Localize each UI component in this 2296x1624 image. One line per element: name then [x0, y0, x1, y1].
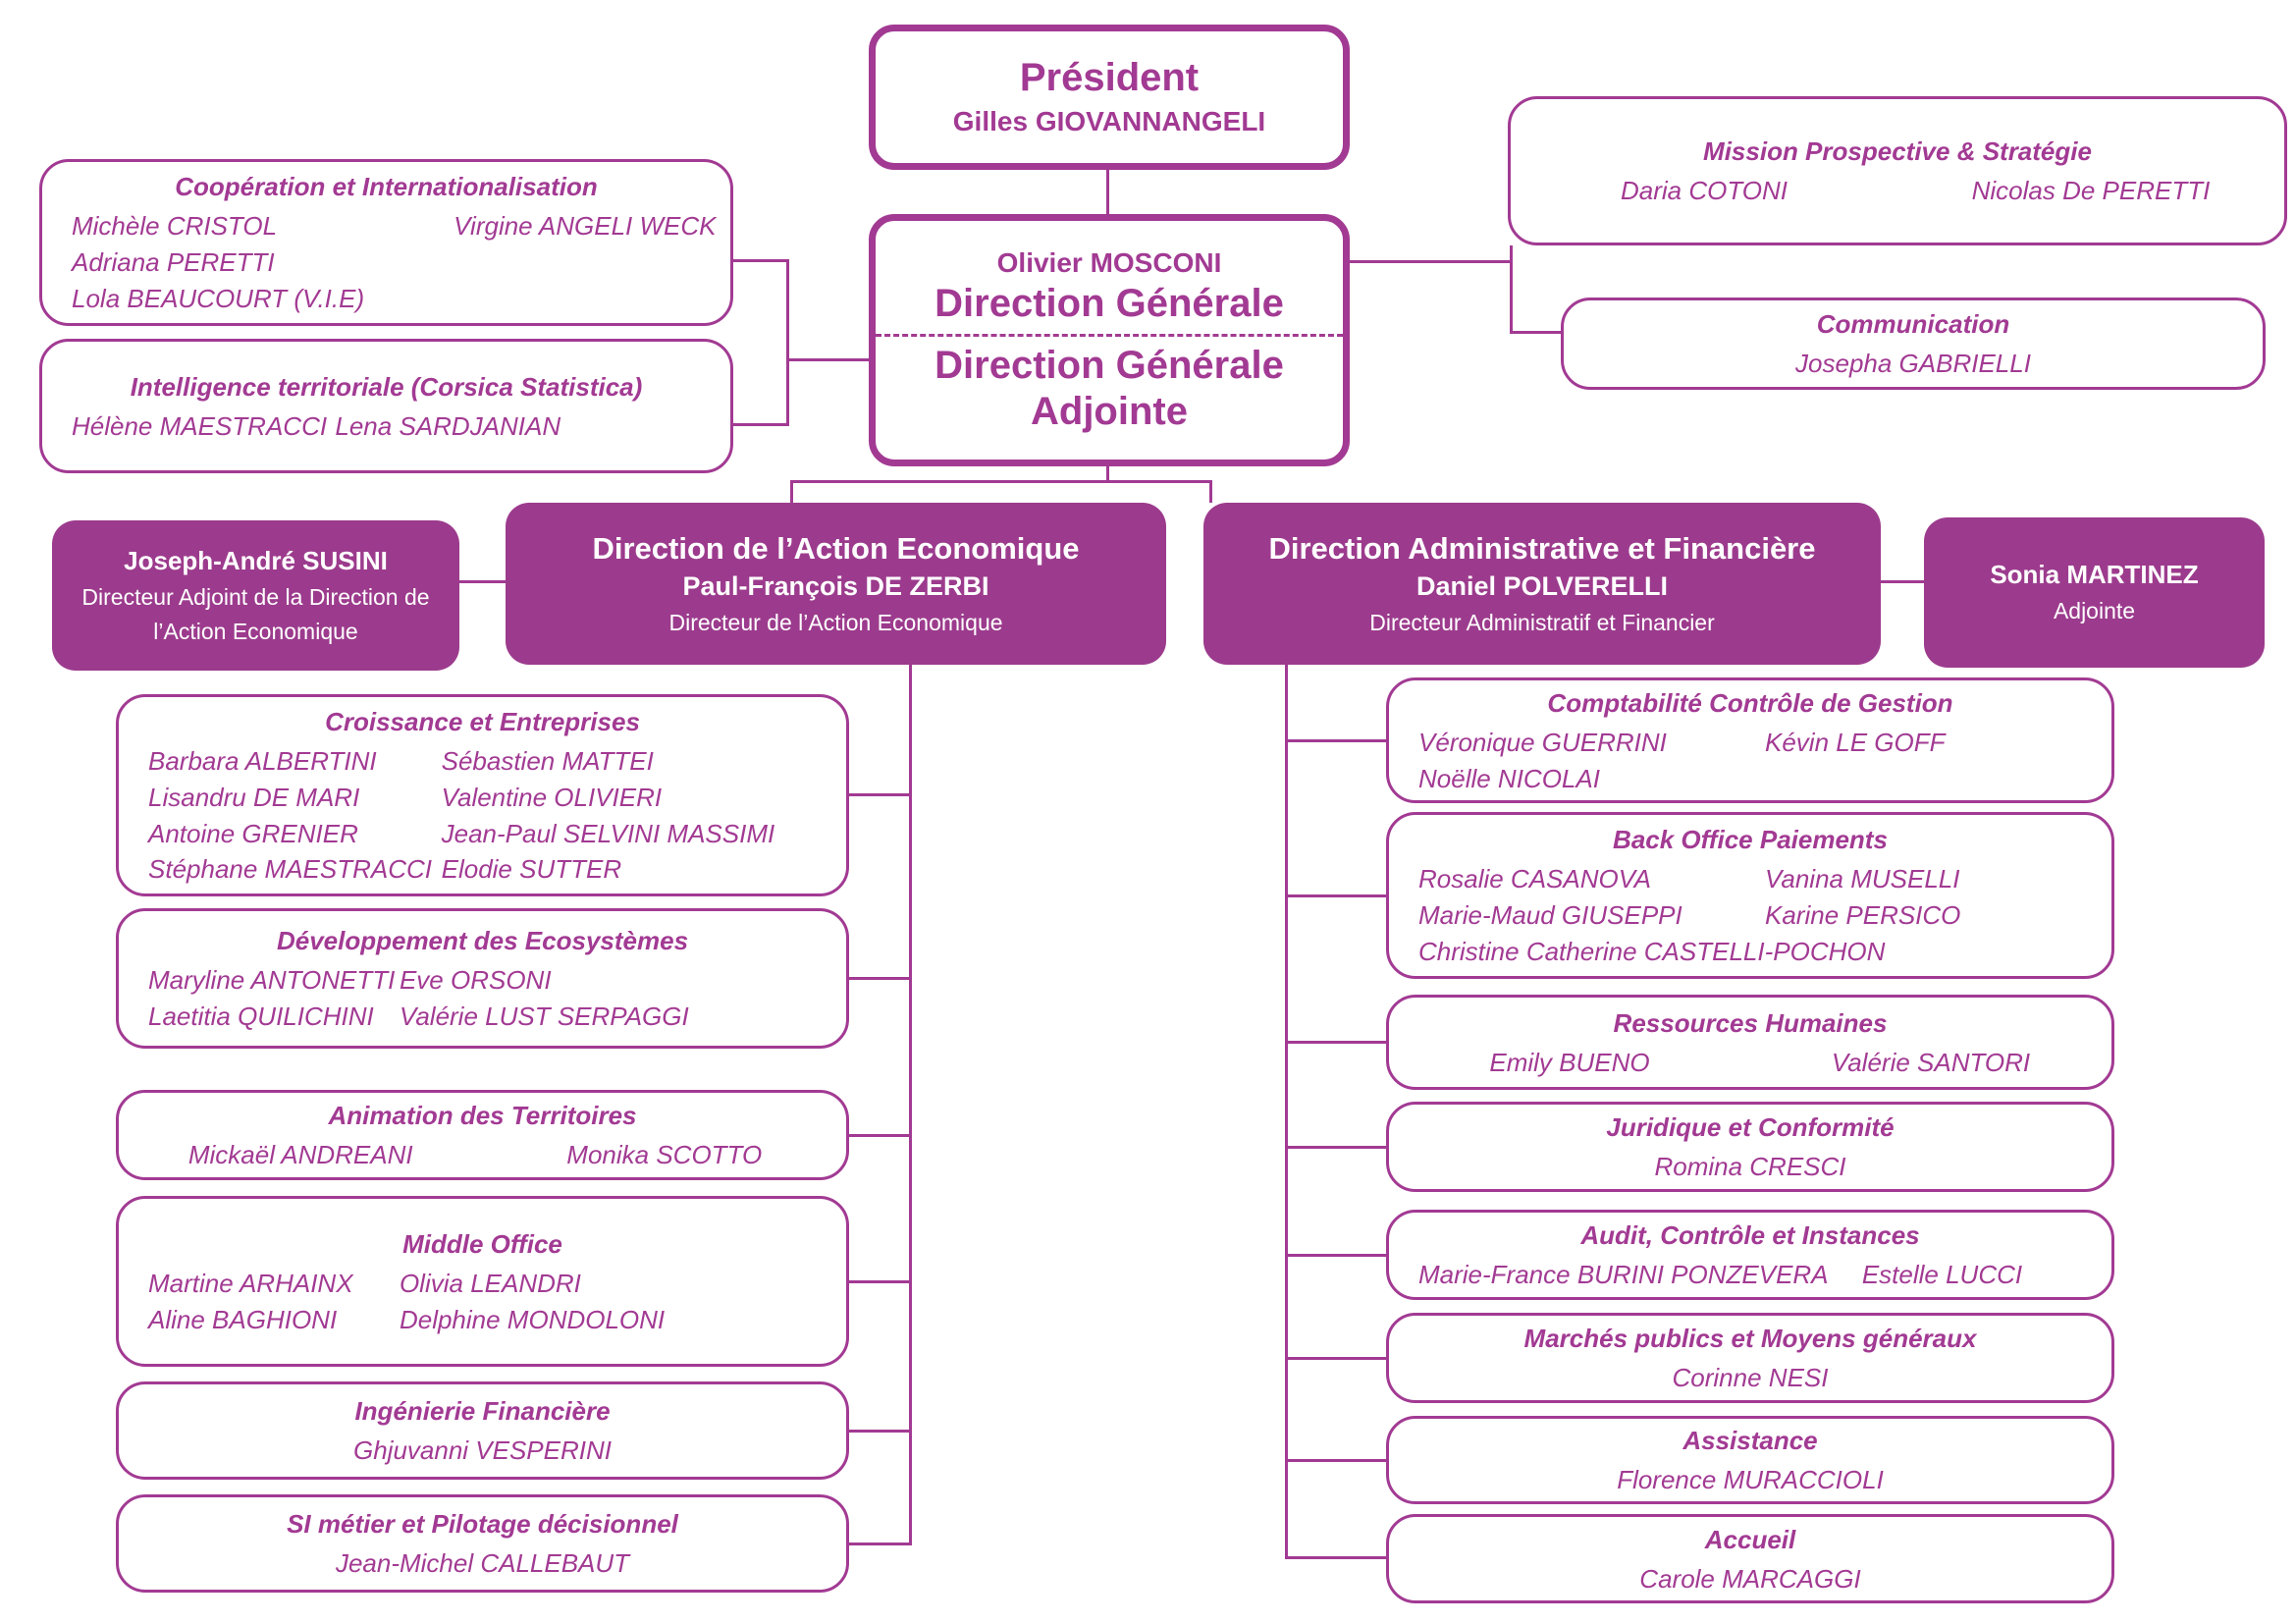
person-name: Romina CRESCI — [1654, 1152, 1846, 1182]
box-direction-action-economique — [506, 503, 1166, 665]
connector-stub-audit — [1285, 1254, 1386, 1257]
person-name: Carole MARCAGGI — [1639, 1563, 1861, 1594]
person-name: Michèle CRISTOL — [72, 211, 278, 242]
connector-stub-developpement — [849, 977, 909, 980]
member-list — [119, 1545, 846, 1582]
box-juridique-conformite — [1386, 1102, 2114, 1192]
person-name: Vanina MUSELLI — [1765, 864, 1960, 894]
person-name: Eve ORSONI — [399, 965, 552, 996]
person-name: Monika SCOTTO — [566, 1140, 763, 1170]
person-name: Martine ARHAINX — [148, 1268, 353, 1298]
connector-drop-daf — [1209, 480, 1212, 503]
box-comptabilite-controle — [1386, 677, 2114, 803]
person-name: Rosalie CASANOVA — [1418, 864, 1651, 894]
connector-left-spine — [909, 665, 912, 1545]
person-name: Noëlle NICOLAI — [1418, 763, 1600, 793]
member-row — [1389, 1045, 2111, 1081]
member-list — [1389, 1462, 2111, 1498]
box-middle-office — [116, 1196, 849, 1367]
member-list — [119, 962, 846, 1035]
member-list — [1511, 173, 2284, 209]
connector-stub-communication — [1510, 331, 1561, 334]
direction-title: Direction Administrative et Financière — [1268, 530, 1816, 566]
member-row — [1389, 1149, 2111, 1185]
person-name: Mickaël ANDREANI — [187, 1140, 413, 1170]
connector-stub-comptabilite — [1285, 739, 1386, 742]
box-title: Middle Office — [402, 1228, 562, 1259]
person-name: Stéphane MAESTRACCI — [148, 854, 433, 885]
person-name: Valérie LUST SERPAGGI — [399, 1001, 689, 1032]
member-list — [1389, 725, 2111, 797]
box-developpement-ecosystemes — [116, 908, 849, 1049]
box-title: Mission Prospective & Stratégie — [1703, 136, 2092, 166]
member-list — [42, 208, 730, 317]
person-name: Virgine ANGELI WECK — [454, 211, 717, 242]
connector-left-trunk — [786, 259, 789, 426]
member-row — [119, 1545, 846, 1582]
person-name: Marie-Maud GIUSEPPI — [1418, 900, 1682, 931]
member-list — [1389, 861, 2111, 970]
person-name: Delphine MONDOLONI — [399, 1304, 666, 1334]
connector-right-spine — [1285, 665, 1288, 1559]
box-title: Marchés publics et Moyens généraux — [1523, 1324, 1977, 1353]
member-row — [42, 208, 730, 244]
box-ressources-humaines — [1386, 995, 2114, 1090]
manager-name: Paul-François DE ZERBI — [682, 570, 989, 601]
box-cooperation — [39, 159, 733, 326]
connector-stub-middle — [849, 1280, 909, 1283]
connector-dg-left-trunk — [789, 358, 869, 361]
member-row — [119, 1433, 846, 1469]
member-list — [42, 408, 730, 445]
connector-stub-cooperation — [733, 259, 786, 262]
connector-drop-dae — [790, 480, 793, 503]
manager-name: Sonia MARTINEZ — [1990, 560, 2199, 590]
member-row — [1389, 761, 2111, 797]
person-name: Aline BAGHIONI — [148, 1304, 338, 1334]
box-title: Animation des Territoires — [328, 1101, 637, 1130]
box-title: Intelligence territoriale (Corsica Statistica) — [130, 371, 643, 402]
person-name: Lena SARDJANIAN — [335, 410, 561, 441]
connector-stub-croissance — [849, 793, 909, 796]
box-title: Juridique et Conformité — [1606, 1112, 1895, 1142]
member-row — [42, 244, 730, 281]
member-list — [1389, 1257, 2111, 1293]
box-president — [869, 25, 1350, 170]
member-list — [1389, 1149, 2111, 1185]
person-name: Kévin LE GOFF — [1765, 727, 1946, 757]
box-back-office-paiements — [1386, 812, 2114, 979]
member-list — [1564, 346, 2263, 382]
connector-stub-accueil — [1285, 1556, 1386, 1559]
box-ingenierie-financiere — [116, 1381, 849, 1480]
box-sonia-adjointe — [1924, 517, 2265, 668]
member-row — [119, 962, 846, 999]
person-name: Karine PERSICO — [1765, 900, 1961, 931]
box-title: Coopération et Internationalisation — [175, 172, 598, 202]
manager-name: Daniel POLVERELLI — [1415, 570, 1669, 601]
person-name: Christine Catherine CASTELLI-POCHON — [1418, 937, 1886, 966]
person-name: Laetitia QUILICHINI — [148, 1001, 374, 1032]
member-row — [119, 816, 846, 852]
connector-right-trunk — [1510, 245, 1513, 334]
connector-daf-sonia — [1881, 580, 1924, 583]
member-row — [1389, 861, 2111, 897]
member-row — [1389, 725, 2111, 761]
box-title: Communication — [1816, 309, 2010, 339]
box-title: Audit, Contrôle et Instances — [1580, 1220, 1920, 1250]
member-row — [1389, 934, 2111, 970]
person-name: Véronique GUERRINI — [1418, 727, 1667, 757]
member-row — [1389, 1257, 2111, 1293]
manager-name: Joseph-André SUSINI — [124, 545, 388, 575]
box-croissance-entreprises — [116, 694, 849, 896]
box-title: Accueil — [1704, 1524, 1796, 1554]
connector-susini-dae — [459, 580, 506, 583]
box-title: Assistance — [1682, 1426, 1818, 1455]
manager-role: Adjointe — [2053, 598, 2136, 624]
member-row — [119, 999, 846, 1035]
box-mission-prospective — [1508, 96, 2287, 245]
connector-stub-animation — [849, 1134, 909, 1137]
connector-stub-marches — [1285, 1357, 1386, 1360]
person-name: Maryline ANTONETTI — [148, 965, 396, 996]
member-row — [119, 1137, 846, 1173]
person-name: Elodie SUTTER — [441, 854, 622, 885]
person-name: Nicolas De PERETTI — [1971, 176, 2211, 206]
box-title: Ressources Humaines — [1613, 1007, 1888, 1038]
box-title: Ingénierie Financière — [354, 1396, 611, 1426]
box-marches-publics — [1386, 1313, 2114, 1403]
box-communication — [1561, 298, 2266, 390]
connector-stub-intelligence — [733, 423, 786, 426]
person-name: Emily BUENO — [1489, 1047, 1650, 1077]
box-direction-administrative-financiere — [1203, 503, 1881, 665]
person-name: Sébastien MATTEI — [441, 745, 654, 776]
member-row — [119, 1302, 846, 1338]
person-name: Barbara ALBERTINI — [148, 745, 377, 776]
connector-stub-ingenierie — [849, 1430, 909, 1433]
member-row — [119, 780, 846, 816]
connector-stub-si — [849, 1543, 909, 1545]
box-si-metier-pilotage — [116, 1494, 849, 1593]
dg-manager-name: Olivier MOSCONI — [996, 246, 1222, 278]
person-name: Lola BEAUCOURT (V.I.E) — [72, 284, 365, 313]
member-list — [1389, 1045, 2111, 1081]
member-row — [119, 1266, 846, 1302]
person-name: Valentine OLIVIERI — [441, 782, 663, 812]
manager-role: Directeur Adjoint de la Direction de l’Action Economique — [81, 584, 430, 644]
person-name: Estelle LUCCI — [1861, 1260, 2023, 1290]
connector-split-bar — [790, 480, 1212, 483]
dg-dashed-divider — [876, 334, 1343, 435]
member-row — [1389, 1462, 2111, 1498]
person-name: Josepha GABRIELLI — [1795, 349, 2031, 379]
member-row — [42, 281, 730, 317]
member-list — [1389, 1360, 2111, 1396]
person-name: Jean-Paul SELVINI MASSIMI — [441, 818, 775, 848]
connector-stub-assistance — [1285, 1459, 1386, 1462]
dg-title-adjointe: Direction Générale Adjointe — [934, 344, 1284, 434]
box-susini-adjoint — [52, 520, 459, 671]
member-list — [119, 1433, 846, 1469]
box-assistance — [1386, 1416, 2114, 1504]
connector-president-dg — [1106, 170, 1109, 214]
box-audit-controle-instances — [1386, 1210, 2114, 1300]
member-row — [119, 743, 846, 780]
box-title: SI métier et Pilotage décisionnel — [287, 1509, 678, 1539]
member-row — [119, 851, 846, 888]
member-row — [1389, 1360, 2111, 1396]
box-title: Comptabilité Contrôle de Gestion — [1547, 687, 1953, 718]
member-row — [1389, 1561, 2111, 1597]
dg-title: Direction Générale — [934, 282, 1284, 325]
member-list — [1389, 1561, 2111, 1597]
person-name: Adriana PERETTI — [72, 247, 275, 278]
box-animation-territoires — [116, 1090, 849, 1180]
person-name: Florence MURACCIOLI — [1617, 1465, 1884, 1495]
member-row — [1564, 346, 2263, 382]
member-row — [1511, 173, 2284, 209]
box-intelligence-territoriale — [39, 339, 733, 473]
person-name: Valérie SANTORI — [1831, 1047, 2031, 1077]
box-title: Croissance et Entreprises — [325, 706, 640, 736]
member-list — [119, 1137, 846, 1173]
direction-title: Direction de l’Action Economique — [592, 530, 1080, 566]
member-list — [119, 743, 846, 889]
person-name: Corinne NESI — [1672, 1363, 1829, 1393]
person-name: Olivia LEANDRI — [399, 1268, 581, 1298]
person-name: Ghjuvanni VESPERINI — [352, 1435, 612, 1466]
president-title: Président — [1019, 56, 1200, 100]
box-title: Back Office Paiements — [1613, 825, 1888, 855]
person-name: Daria COTONI — [1621, 176, 1788, 206]
person-name: Antoine GRENIER — [148, 818, 358, 848]
member-row — [42, 408, 730, 445]
person-name: Lisandru DE MARI — [148, 782, 360, 812]
connector-stub-rh — [1285, 1041, 1386, 1044]
box-accueil — [1386, 1514, 2114, 1603]
person-name: Hélène MAESTRACCI — [72, 410, 328, 441]
manager-role: Directeur de l’Action Economique — [668, 610, 1003, 636]
box-direction-generale — [869, 214, 1350, 466]
manager-role: Directeur Administratif et Financier — [1369, 610, 1715, 636]
connector-dg-right-trunk — [1350, 260, 1512, 263]
person-name: Jean-Michel CALLEBAUT — [335, 1548, 630, 1579]
connector-stub-backoffice — [1285, 894, 1386, 897]
president-name: Gilles GIOVANNANGELI — [952, 106, 1266, 137]
box-title: Développement des Ecosystèmes — [276, 926, 689, 956]
person-name: Marie-France BURINI PONZEVERA — [1418, 1260, 1829, 1290]
connector-stub-juridique — [1285, 1146, 1386, 1149]
member-row — [1389, 897, 2111, 934]
member-list — [119, 1266, 846, 1338]
